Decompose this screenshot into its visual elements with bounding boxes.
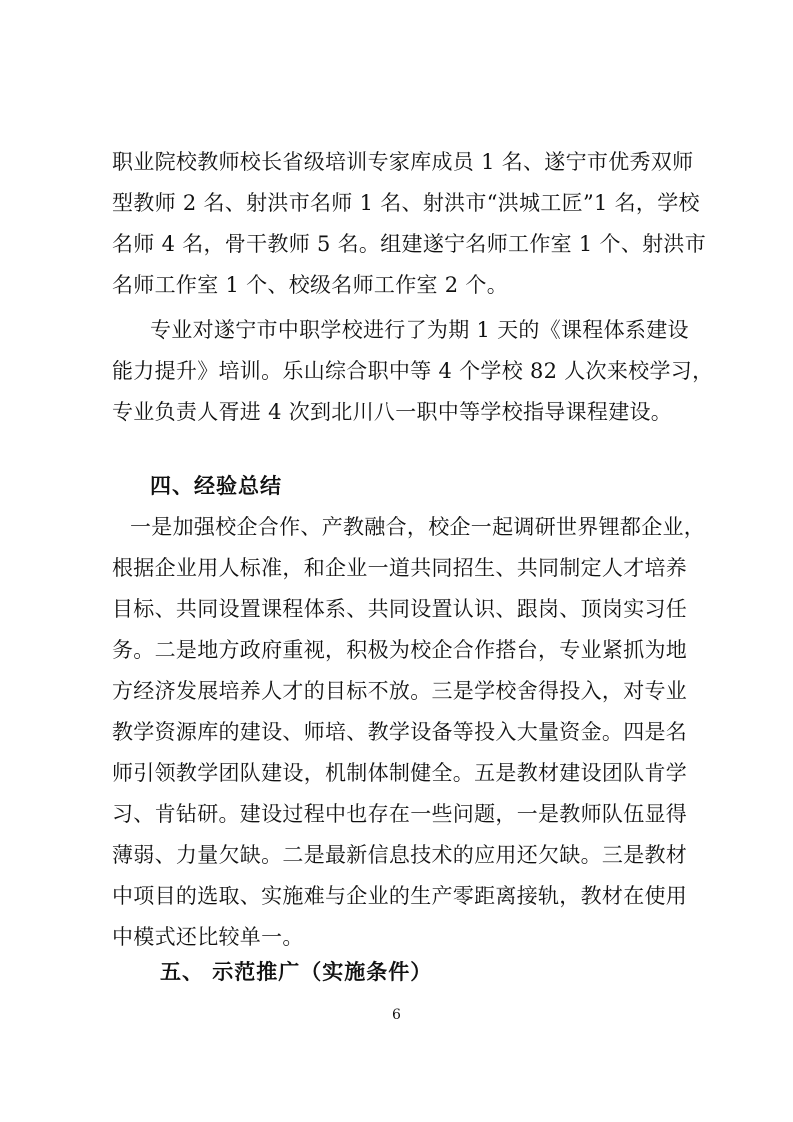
body-text-line: 方经济发展培养人才的目标不放。三是学校舍得投入，对专业 — [112, 679, 688, 703]
section-heading: 五、 示范推广（实施条件） — [160, 959, 433, 984]
body-text-line: 专业对遂宁市中职学校进行了为期 1 天的《课程体系建设 — [150, 318, 689, 342]
body-text-line: 根据企业用人标准，和企业一道共同招生、共同制定人才培养 — [112, 556, 688, 580]
body-text-line: 目标、共同设置课程体系、共同设置认识、跟岗、顶岗实习任 — [112, 597, 688, 621]
body-text-line: 能力提升》培训。乐山综合职中等 4 个学校 82 人次来校学习， — [112, 359, 714, 383]
body-text-line: 名师 4 名，骨干教师 5 名。组建遂宁名师工作室 1 个、射洪市 — [112, 232, 707, 256]
body-text-line: 务。二是地方政府重视，积极为校企合作搭台，专业紧抓为地 — [112, 638, 688, 662]
body-text-line: 师引领教学团队建设，机制体制健全。五是教材建设团队肯学 — [112, 761, 688, 785]
page-number: 6 — [392, 1007, 401, 1023]
body-text-line: 名师工作室 1 个、校级名师工作室 2 个。 — [112, 273, 509, 297]
body-text-line: 中项目的选取、实施难与企业的生产零距离接轨，教材在使用 — [112, 884, 688, 908]
body-text-line: 型教师 2 名、射洪市名师 1 名、射洪市“洪城工匠”1 名，学校 — [112, 191, 700, 215]
body-text-line: 薄弱、力量欠缺。二是最新信息技术的应用还欠缺。三是教材 — [112, 843, 688, 867]
body-text-line: 专业负责人胥进 4 次到北川八一职中等学校指导课程建设。 — [112, 400, 673, 424]
body-text-line: 一是加强校企合作、产教融合，校企一起调研世界锂都企业， — [130, 515, 706, 539]
section-heading: 四、经验总结 — [150, 473, 282, 498]
body-text-line: 职业院校教师校长省级培训专家库成员 1 名、遂宁市优秀双师 — [112, 150, 694, 174]
body-text-line: 中模式还比较单一。 — [112, 925, 304, 949]
body-text-line: 教学资源库的建设、师培、教学设备等投入大量资金。四是名 — [112, 720, 688, 744]
body-text-line: 习、肯钻研。建设过程中也存在一些问题，一是教师队伍显得 — [112, 802, 688, 826]
